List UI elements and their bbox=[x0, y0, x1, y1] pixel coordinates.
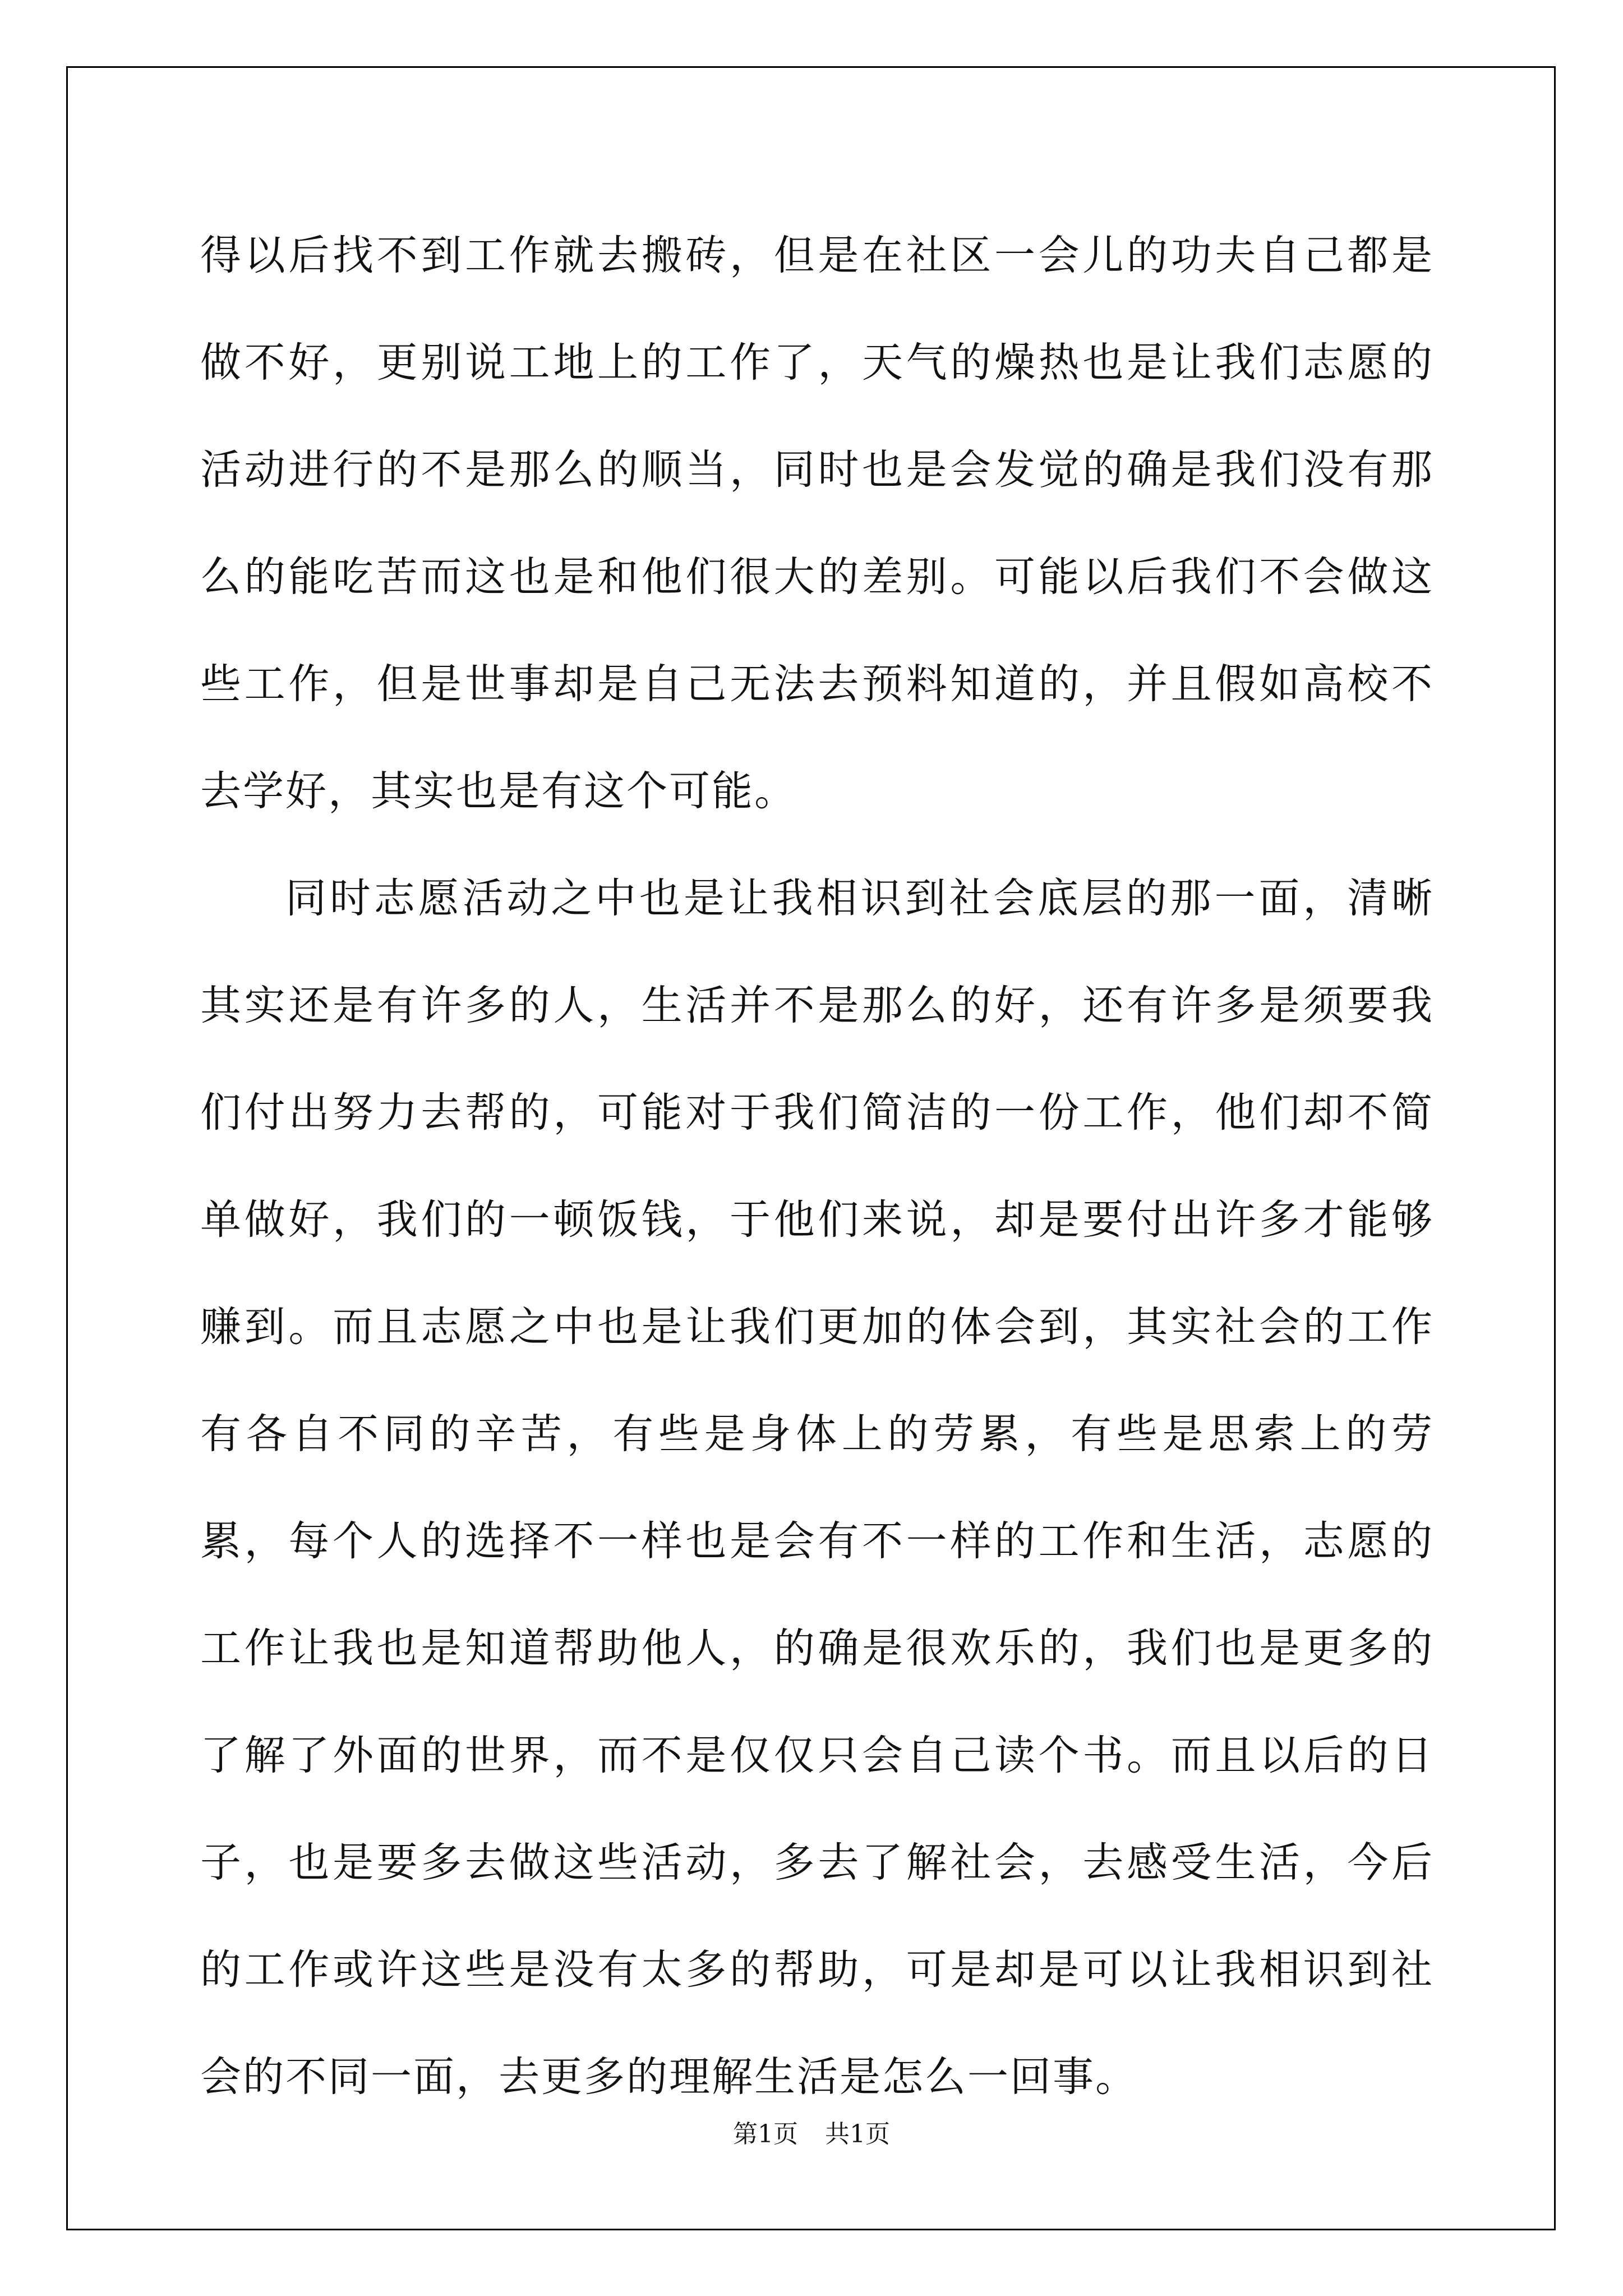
document-body bbox=[200, 202, 1434, 2131]
paragraph-2: 同时志愿活动之中也是让我相识到社会底层的那一面，清晰其实还是有许多的人，生活并不是那么的好，还有许多是须要我们付出努力去帮的，可能对于我们简洁的一份工作，他们却不简单做好，我们的一顿饭钱，于他们来说，却是要付出许多才能够赚到。而且志愿之中也是让我们更加的体会到，其实社会的工作有各自不同的辛苦，有些是身体上的劳累，有些是思索上的劳累，每个人的选择不一样也是会有不一样的工作和生活，志愿的工作让我也是知道帮助他人，的确是很欢乐的，我们也是更多的了解了外面的世界，而不是仅仅只会自己读个书。而且以后的日子，也是要多去做这些活动，多去了解社会，去感受生活，今后的工作或许这些是没有太多的帮助，可是却是可以让我相识到社会的不同一面，去更多的理解生活是怎么一回事。 bbox=[200, 875, 1434, 2101]
paragraph-1: 得以后找不到工作就去搬砖，但是在社区一会儿的功夫自己都是做不好，更别说工地上的工作了，天气的燥热也是让我们志愿的活动进行的不是那么的顺当，同时也是会发觉的确是我们没有那么的能吃苦而这也是和他们很大的差别。可能以后我们不会做这些工作，但是世事却是自己无法去预料知道的，并且假如高校不去学好，其实也是有这个可能。 bbox=[200, 232, 1434, 815]
page-footer bbox=[0, 2118, 1623, 2151]
page-number: 第1页 bbox=[733, 2120, 798, 2148]
page-total: 共1页 bbox=[825, 2120, 890, 2148]
